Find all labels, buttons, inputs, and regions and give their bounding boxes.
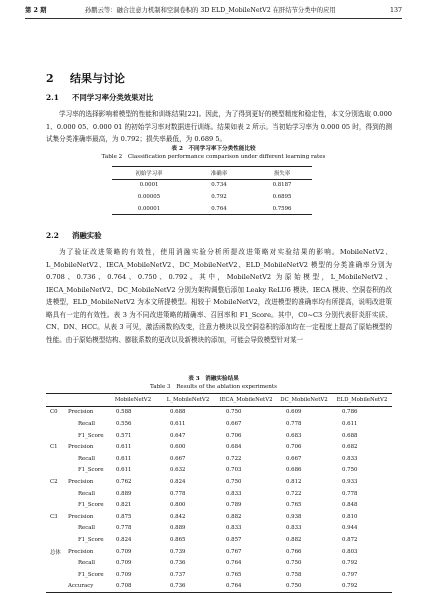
table-cell: 0.667 [170,455,186,462]
column-header [46,394,66,407]
metric-label: Precision [68,444,94,451]
table-cell: 0.765 [226,571,242,578]
table-cell: 0.667 [286,455,302,462]
table-cell: 0.778 [342,490,358,497]
table-cell: 0.765 [286,502,302,509]
table-cell: 0.764 [226,583,242,590]
table-cell: 0.766 [286,548,302,555]
table-cell: 0.609 [286,409,302,416]
table-cell: 0.842 [170,513,186,520]
table-cell: 0.944 [342,525,358,532]
table-row [46,406,392,418]
table3-caption-zh: 表 3 消融实验结果 [188,376,239,382]
table-cell: 0.750 [286,583,302,590]
column-header: DC_MobileNetV2 [280,396,328,403]
table-cell: 0.750 [342,467,358,474]
table-cell: 0.632 [170,467,186,474]
table-cell: 0.762 [116,478,132,485]
table-cell: 0.736 [170,560,186,567]
table-cell: 0.758 [286,571,302,578]
table-cell: 0.00005 [137,193,161,200]
table-cell: 0.889 [170,525,186,532]
table-cell: 0.764 [226,560,242,567]
table-cell: 0.810 [342,513,358,520]
table-cell: 0.833 [226,525,242,532]
metric-label: F1_Score [78,467,104,474]
table-cell: 0.882 [226,513,242,520]
table-cell: 0.611 [342,420,358,427]
table-cell: 0.683 [286,432,302,439]
table-cell: 0.739 [170,548,186,555]
table2-caption-zh: 表 2 不同学习率下分类性能比较 [171,146,256,152]
metric-label: Accuracy [68,583,94,590]
table-cell: 0.7596 [272,205,292,212]
table-cell: 0.824 [116,536,132,543]
table-row [112,179,312,191]
running-title: 孙鹏云等：融合注意力机制和空洞卷积的 3D ELD_MobileNetV2 在肝结节分类中的应用 [85,7,336,14]
group-label [46,418,66,430]
group-label [46,569,66,581]
table-cell: 0.848 [342,502,358,509]
group-label [46,557,66,569]
table-cell: 0.722 [286,490,302,497]
subsection-title: 消融实验 [72,231,102,240]
table-cell: 0.556 [116,420,132,427]
table-row [46,546,392,558]
table-cell: 0.875 [116,513,132,520]
running-header [25,4,402,19]
metric-label: F1_Score [78,502,104,509]
group-label [46,499,66,511]
table-cell: 0.764 [211,205,227,212]
column-header: 初始学习率 [135,170,163,177]
table-cell: 0.800 [170,502,186,509]
table-cell: 0.706 [226,432,242,439]
subsection-number: 2.1 [46,93,59,102]
table-cell: 0.857 [226,536,242,543]
metric-label: Recall [78,420,95,427]
table-2 [112,166,312,215]
table-cell: 0.703 [226,467,242,474]
table-cell: 0.00001 [137,205,161,212]
table-cell: 0.797 [342,571,358,578]
column-header: 损失率 [273,170,291,177]
table-cell: 0.737 [170,571,186,578]
group-label [46,430,66,442]
table-cell: 0.588 [116,409,132,416]
table-cell: 0.611 [116,467,132,474]
table-cell: 0.571 [116,432,132,439]
table-cell: 0.0001 [139,182,159,189]
subsection-number: 2.2 [46,231,59,240]
table-cell: 0.865 [170,536,186,543]
metric-label: Recall [78,525,95,532]
table-cell: 0.750 [286,560,302,567]
table-header-row [46,394,392,407]
table-cell: 0.736 [170,583,186,590]
column-header: ELD_MobileNetV2 [336,396,388,403]
group-label [46,465,66,477]
table3-caption-en: Table 3 Results of the ablation experiments [149,383,278,390]
table-cell: 0.778 [116,525,132,532]
table-cell: 0.778 [170,490,186,497]
table-row [46,488,392,500]
table-3 [46,393,392,593]
table-cell: 0.750 [226,478,242,485]
group-label [46,488,66,500]
group-label: 总体 [50,549,61,556]
table-cell: 0.709 [116,571,132,578]
table-cell: 0.709 [116,560,132,567]
column-header: MobileNetV2 [114,396,152,403]
metric-label: Recall [78,490,95,497]
table-cell: 0.933 [342,478,358,485]
table-cell: 0.833 [342,455,358,462]
paragraph-text: 为了验证改进策略的有效性，使用消融实验分析所提改进策略对实验结果的影响。MobileNetV2、L_MobileNetV2、IECA_MobileNetV2、DC_MobileNetV2、ELD_MobileNetV2 模型的分类准确率分别为 0.708、0.736、0.764、0.750、0.792。其中，MobileNetV2 为原始模型，L_MobileNetV2、IECA_MobileNetV2、DC_MobileNetV2 分别为架构调整后添加 Leaky ReLU6 模块、IECA 模块、空洞卷积的改进模型，ELD_MobileNetV2 为本文所提模型。相较于 MobileNetV2，改进模型的准确率均有所提高，说明改进策略具有一定的有效性。表 3 为不同改进策略的精确率、召回率和 F1_Score。其中，C0~C3 分别代表肝炎肝实质、CN、DN、HCC。从表 3 可见，激活函数的改变，注意力模块以及空洞卷积的添加均在一定程度上提高了原始模型的性能。由于原始模型结构、膨胀系数的更改以及新模块的添加，可能会导致模型针对某一 [46,248,392,344]
group-label: C1 [50,444,58,451]
group-label: C0 [50,409,58,416]
table-cell: 0.872 [342,536,358,543]
metric-label: Recall [78,455,95,462]
table-cell: 0.938 [286,513,302,520]
table-cell: 0.792 [211,193,227,200]
table-cell: 0.778 [286,420,302,427]
table-cell: 0.792 [342,560,358,567]
metric-label: Recall [78,560,95,567]
table-cell: 0.611 [170,420,186,427]
table-row [46,465,392,477]
table-cell: 0.750 [226,409,242,416]
table-row [46,557,392,569]
section-number: 2 [46,72,54,85]
column-header [66,394,106,407]
section-title: 结果与讨论 [70,72,125,85]
paragraph-learning-rate [46,108,392,146]
table-row [46,534,392,546]
table2-caption-en: Table 2 Classification performance comparison under different learning rates [101,153,326,160]
table-cell: 0.688 [342,432,358,439]
metric-label: F1_Score [78,571,104,578]
column-header: L_MobileNetV2 [166,396,210,403]
table-cell: 0.6895 [272,193,292,200]
table-cell: 0.833 [286,525,302,532]
table-cell: 0.803 [342,548,358,555]
table-cell: 0.688 [170,409,186,416]
table-row [112,191,312,203]
table-cell: 0.682 [342,444,358,451]
paragraph-text: 学习率的选择影响着模型的性能和训练结果[22]。因此，为了得到更好的模型精度和稳定性，本文分别选取 0.000 1、0.000 05、0.000 01 的初始学习率对数据进行训练。结果如表 2 所示。当初始学习率为 0.000 05 时，得到的测试集分类准确率最高，为 0.792；损失率最低，为 0.689 5。 [46,110,392,143]
table-row [112,203,312,215]
metric-label: Precision [68,548,94,555]
table-row [46,441,392,453]
table3-caption [0,376,427,391]
table-row [46,430,392,442]
group-label [46,534,66,546]
table-row [46,523,392,535]
table-cell: 0.767 [226,548,242,555]
subsection-heading-2-1 [46,92,153,103]
table-cell: 0.789 [226,502,242,509]
table-cell: 0.722 [226,455,242,462]
column-header: IECA_MobileNetV2 [219,396,273,403]
metric-label: F1_Score [78,536,104,543]
table-cell: 0.786 [342,409,358,416]
table-cell: 0.833 [226,490,242,497]
group-label: C3 [50,513,58,520]
table-row [46,418,392,430]
table-row [46,453,392,465]
page-number: 137 [389,7,402,14]
subsection-title: 不同学习率分类效果对比 [72,93,154,102]
table-cell: 0.708 [116,583,132,590]
table-cell: 0.8187 [272,182,292,189]
section-heading [46,70,125,86]
table-cell: 0.600 [170,444,186,451]
metric-label: Precision [68,513,94,520]
table-row [46,581,392,593]
metric-label: F1_Score [78,432,104,439]
table-row [46,499,392,511]
table-cell: 0.824 [170,478,186,485]
table2-caption [0,146,427,161]
table-cell: 0.611 [116,444,132,451]
issue-number: 第 2 期 [25,7,47,14]
group-label [46,453,66,465]
group-label [46,581,66,593]
table-cell: 0.611 [116,455,132,462]
table-cell: 0.709 [116,548,132,555]
column-header: 准确率 [210,170,228,177]
table-cell: 0.684 [226,444,242,451]
table-header-row [112,167,312,180]
group-label [46,523,66,535]
table-cell: 0.821 [116,502,132,509]
metric-label: Precision [68,409,94,416]
metric-label: Precision [68,478,94,485]
table-cell: 0.792 [342,583,358,590]
table-cell: 0.686 [286,467,302,474]
table-cell: 0.647 [170,432,186,439]
table-cell: 0.889 [116,490,132,497]
table-cell: 0.706 [286,444,302,451]
group-label: C2 [50,478,58,485]
table-cell: 0.812 [286,478,302,485]
paragraph-ablation [46,246,392,346]
table-row [46,569,392,581]
table-cell: 0.667 [226,420,242,427]
table-cell: 0.882 [286,536,302,543]
table-cell: 0.734 [211,182,227,189]
table-row [46,476,392,488]
table-row [46,511,392,523]
subsection-heading-2-2 [46,230,102,241]
